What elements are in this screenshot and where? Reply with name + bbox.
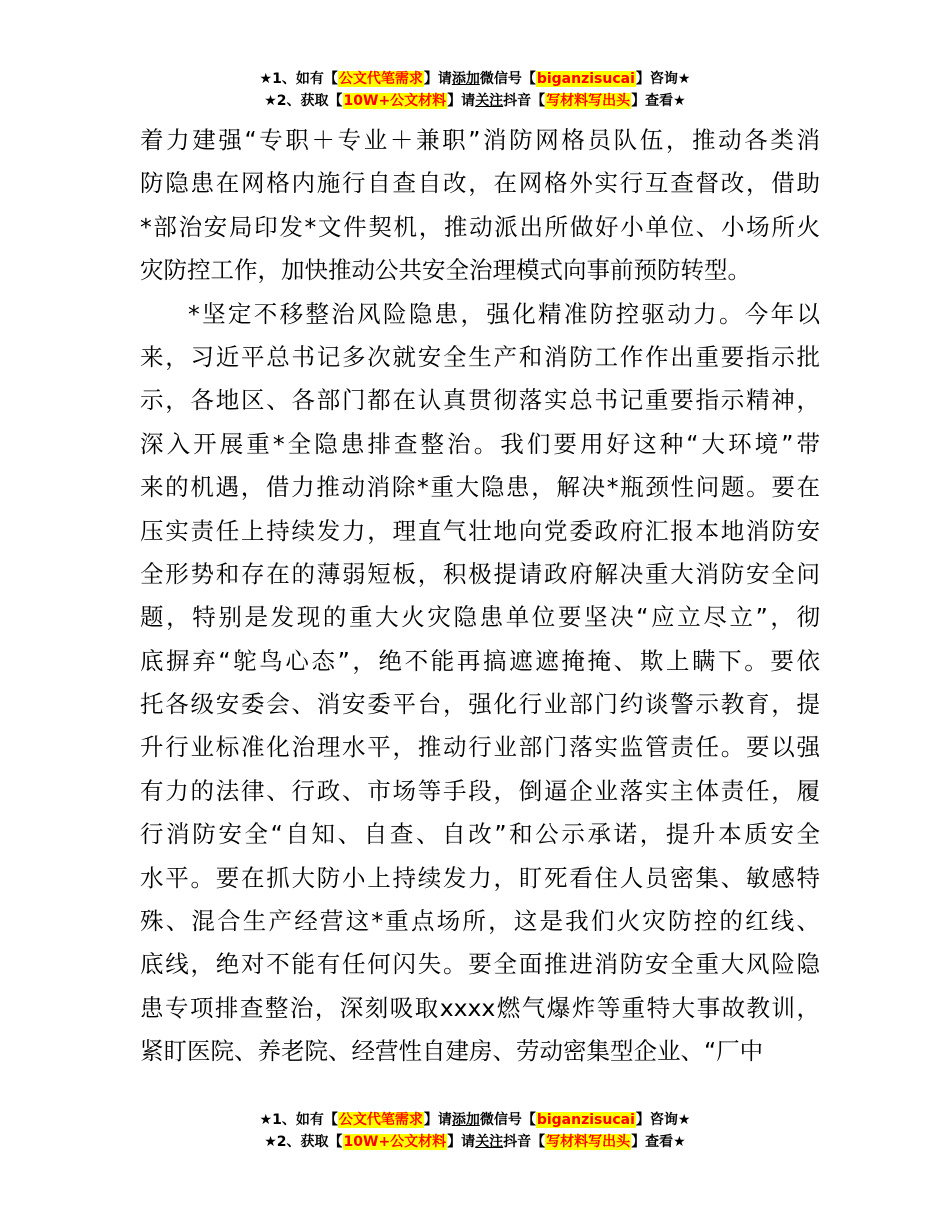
paragraph-2-line: 深入开展重*全隐患排查整治。我们要用好这种“大环境”带 — [140, 429, 820, 458]
footer-banner — [0, 1109, 950, 1153]
highlight-materials: 10W+公文材料 — [343, 1134, 447, 1150]
paragraph-1-line: 着力建强“专职＋专业＋兼职”消防网格员队伍，推动各类消 — [140, 126, 820, 154]
paragraph-2-line: *坚定不移整治风险隐患，强化精准防控驱动力。今年以 — [188, 299, 820, 328]
paragraph-2-line: 题，特别是发现的重大火灾隐患单位要坚决“应立尽立”，彻 — [140, 603, 820, 632]
banner-line-1: ★1、如有【公文代笔需求】请添加微信号【biganzisucai】咨询★ — [259, 1112, 691, 1128]
paragraph-2-line: 来的机遇，借力推动消除*重大隐患，解决*瓶颈性问题。要在 — [140, 473, 820, 502]
paragraph-2-line: 行消防安全“自知、自查、自改”和公示承诺，提升本质安全 — [140, 820, 820, 849]
banner-line-2: ★2、获取【10W+公文材料】请关注抖音【写材料写出头】查看★ — [264, 93, 686, 109]
highlight-wechat-id: biganzisucai — [536, 71, 635, 87]
highlight-service: 公文代笔需求 — [338, 71, 423, 87]
paragraph-2-line: 底摒弃“鸵鸟心态”，绝不能再搞遮遮掩掩、欺上瞒下。要依 — [140, 646, 820, 675]
banner-line-2: ★2、获取【10W+公文材料】请关注抖音【写材料写出头】查看★ — [264, 1134, 686, 1150]
paragraph-2-line: 有力的法律、行政、市场等手段，倒逼企业落实主体责任，履 — [140, 776, 820, 805]
paragraph-2-line: 压实责任上持续发力，理直气壮地向党委政府汇报本地消防安 — [140, 516, 820, 545]
paragraph-2-line: 水平。要在抓大防小上持续发力，盯死看住人员密集、敏感特 — [140, 863, 820, 892]
paragraph-2-line: 殊、混合生产经营这*重点场所，这是我们火灾防控的红线、 — [140, 907, 820, 936]
paragraph-2-line: 升行业标准化治理水平，推动行业部门落实监管责任。要以强 — [140, 733, 820, 762]
highlight-wechat-id: biganzisucai — [536, 1112, 635, 1128]
banner-line-1: ★1、如有【公文代笔需求】请添加微信号【biganzisucai】咨询★ — [259, 71, 691, 87]
paragraph-2-line: 全形势和存在的薄弱短板，积极提请政府解决重大消防安全问 — [140, 559, 820, 588]
highlight-service: 公文代笔需求 — [338, 1112, 423, 1128]
paragraph-1-line: 灾防控工作，加快推动公共安全治理模式向事前预防转型。 — [140, 256, 751, 285]
paragraph-2-line: 紧盯医院、养老院、经营性自建房、劳动密集型企业、“厂中 — [140, 1037, 764, 1066]
header-banner — [0, 68, 950, 112]
paragraph-1-line: *部治安局印发*文件契机，推动派出所做好小单位、小场所火 — [140, 212, 820, 241]
highlight-douyin-account: 写材料写出头 — [546, 1134, 631, 1150]
paragraph-1-line: 防隐患在网格内施行自查自改，在网格外实行互查督改，借助 — [140, 169, 820, 198]
paragraph-2-line: 示，各地区、各部门都在认真贯彻落实总书记重要指示精神， — [140, 386, 820, 415]
paragraph-2-line: 托各级安委会、消安委平台，强化行业部门约谈警示教育，提 — [140, 690, 820, 719]
paragraph-2-line: 底线，绝对不能有任何闪失。要全面推进消防安全重大风险隐 — [140, 950, 820, 979]
paragraph-2-line: 来，习近平总书记多次就安全生产和消防工作作出重要指示批 — [140, 342, 820, 371]
highlight-douyin-account: 写材料写出头 — [546, 93, 631, 109]
document-body — [140, 119, 820, 1074]
highlight-materials: 10W+公文材料 — [343, 93, 447, 109]
paragraph-2-line: 患专项排查整治，深刻吸取xxxx燃气爆炸等重特大事故教训， — [140, 993, 820, 1022]
